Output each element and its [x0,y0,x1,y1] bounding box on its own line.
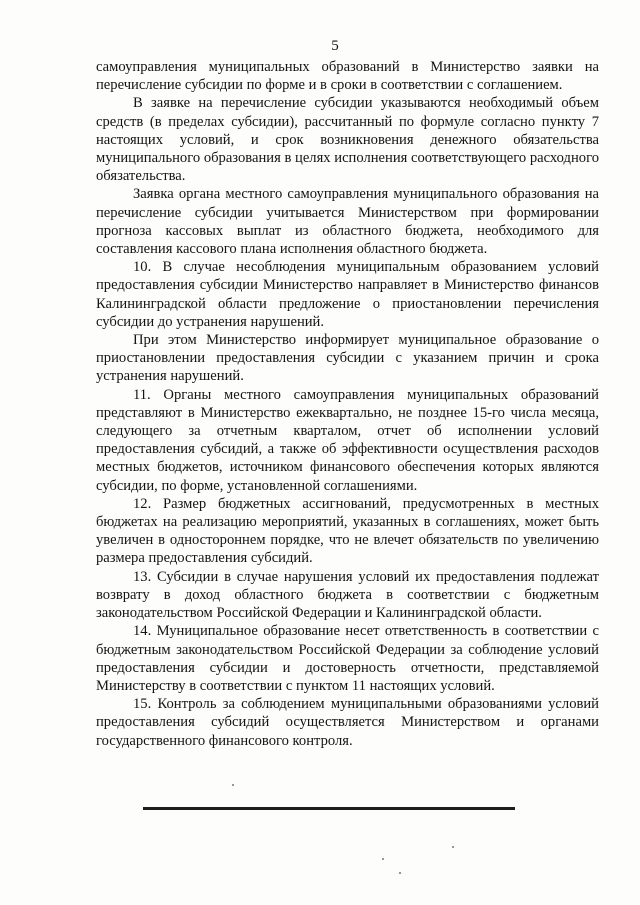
scan-speck [382,858,384,860]
scan-speck [452,846,454,848]
paragraph-continuation: самоуправления муниципальных образований в Министерство заявки на перечисление субсидии по форме и в сроки в соответствии с соглашением. [96,59,599,94]
paragraph-item-12: 12. Размер бюджетных ассигнований, предусмотренных в местных бюджетах на реализацию мероприятий, указанных в соглашениях, может быть увеличен в одностороннем порядке, что не влечет обязательств по увеличению размера предоставления субсидий. [96,495,599,567]
paragraph-item-15: 15. Контроль за соблюдением муниципальными образованиями условий предоставления субсидий осуществляется Министерством и органами государственного финансового контроля. [96,696,599,749]
paragraph-item-11: 11. Органы местного самоуправления муниципальных образований представляют в Министерство ежеквартально, не позднее 15-го числа месяца, следующего за отчетным кварталом, отчет об исполнении условий предоставления субсидий, а также об эффективности осуществления расходов местных бюджетов, источником финансового обеспечения которых являются субсидии, по форме, установленной соглашениями. [96,386,599,494]
paragraph-application-consideration: Заявка органа местного самоуправления муниципального образования на перечисление субсидии учитывается Министерством при формировании прогноза кассовых выплат из областного бюджета, необходимого для составления кассового плана исполнения областного бюджета. [96,186,599,258]
closing-rule [143,807,515,810]
page-number: 5 [331,38,339,54]
scan-speck [399,872,401,874]
paragraph-ministry-informs: При этом Министерство информирует муниципальное образование о приостановлении предоставления субсидии с указанием причин и срока устранения нарушений. [96,332,599,385]
paragraph-item-13: 13. Субсидии в случае нарушения условий их предоставления подлежат возврату в доход областного бюджета в соответствии с бюджетным законодательством Российской Федерации и Калининградской области. [96,568,599,622]
document-body [96,58,599,750]
paragraph-application-contents: В заявке на перечисление субсидии указываются необходимый объем средств (в пределах субсидии), рассчитанный по формуле согласно пункту 7 настоящих условий, и срок возникновения денежного обязательства муниципального образования в целях исполнения соответствующего расходного обязательства. [96,95,599,185]
paragraph-item-10: 10. В случае несоблюдения муниципальным образованием условий предоставления субсидии Министерство направляет в Министерство финансов Калининградской области предложение о приостановлении перечисления субсидии до устранения нарушений. [96,259,599,330]
scan-speck [232,784,234,786]
paragraph-item-14: 14. Муниципальное образование несет ответственность в соответствии с бюджетным законодательством Российской Федерации за соблюдение условий предоставления субсидии и достоверность отчетности, представляемой Министерству в соответствии с пунктом 11 настоящих условий. [96,623,599,694]
